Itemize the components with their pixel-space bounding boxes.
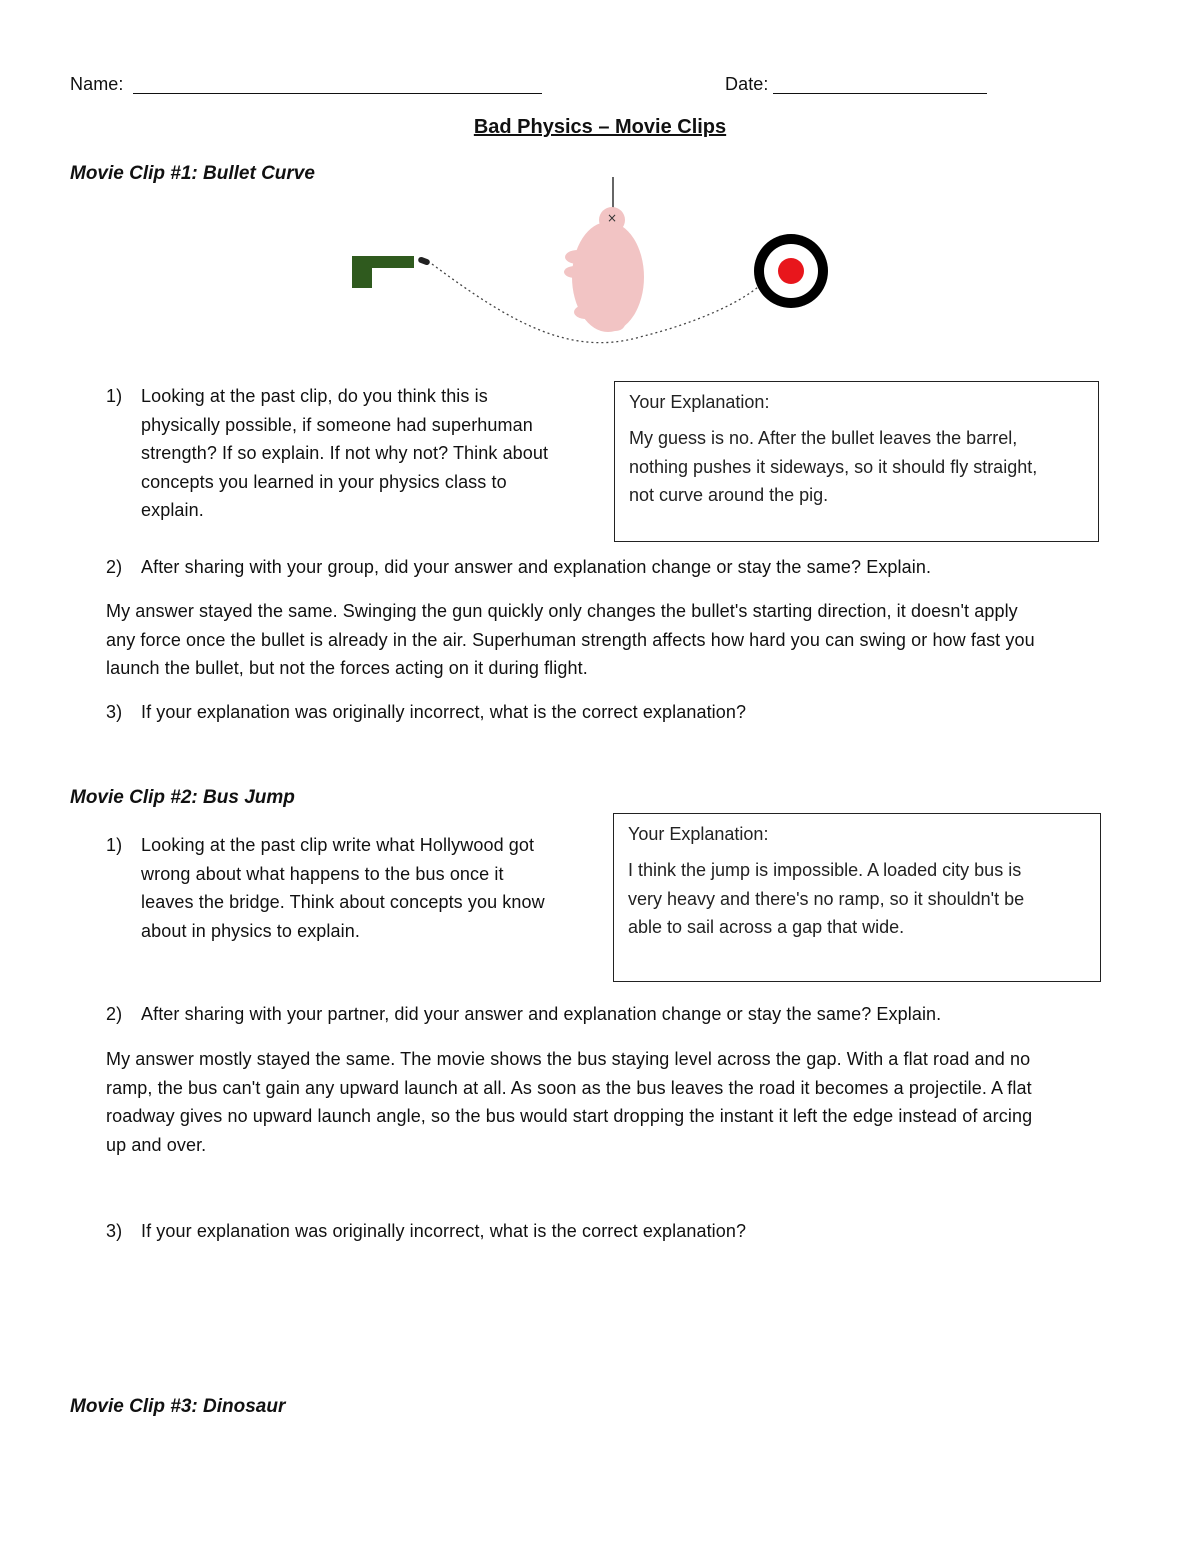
clip2-explanation-box[interactable] [613, 813, 1101, 982]
explanation-label: Your Explanation: [629, 392, 770, 412]
answer-line: My answer mostly stayed the same. The movie shows the bus staying level across the gap. With a flat road and no [106, 1049, 1031, 1069]
answer-line: roadway gives no upward launch angle, so the bus would start dropping the instant it left the edge instead of arcing [106, 1106, 1033, 1126]
explanation-line: My guess is no. After the bullet leaves the barrel, [629, 428, 1018, 448]
clip1-heading: Movie Clip #1: Bullet Curve [70, 163, 315, 184]
clip2-answer [106, 1045, 1032, 1159]
date-field[interactable] [773, 93, 987, 94]
svg-text:×: × [606, 211, 618, 225]
explanation-line: very heavy and there's no ramp, so it shouldn't be [628, 888, 1025, 909]
clip2-q1-number: 1) [106, 835, 123, 855]
clip1-q1-line: strength? If so explain. If not why not? Think about [141, 443, 549, 463]
clip1-q1-line: explain. [141, 500, 204, 520]
clip2-q3-number: 3) [106, 1221, 123, 1241]
clip1-q1-line: Looking at the past clip, do you think this is [141, 386, 488, 406]
name-label: Name: [70, 74, 124, 94]
bullet-curve-illustration [340, 172, 860, 352]
clip2-q1-line: leaves the bridge. Think about concepts you know [141, 892, 545, 912]
answer-line: My answer stayed the same. Swinging the gun quickly only changes the bullet's starting direction, it doesn't apply [106, 601, 1018, 621]
explanation-line: I think the jump is impossible. A loaded city bus is [628, 860, 1022, 880]
clip3-heading: Movie Clip #3: Dinosaur [70, 1396, 286, 1417]
gun-icon [352, 256, 414, 288]
answer-line: up and over. [106, 1134, 207, 1155]
clip2-q1-line: Looking at the past clip write what Hollywood got [141, 835, 535, 855]
clip1-q1-line: physically possible, if someone had superhuman [141, 414, 533, 435]
clip1-q1-line: concepts you learned in your physics class to [141, 471, 507, 492]
target-icon [754, 234, 828, 308]
page-title: Bad Physics – Movie Clips [473, 116, 727, 138]
clip1-q2-number: 2) [106, 557, 123, 577]
date-label: Date: [725, 74, 769, 94]
clip1-q1-number: 1) [106, 386, 123, 406]
clip1-answer [106, 597, 1035, 683]
explanation-line: nothing pushes it sideways, so it should fly straight, [629, 456, 1038, 477]
clip2-q2-number: 2) [106, 1004, 123, 1024]
clip2-q1-line: about in physics to explain. [141, 920, 360, 941]
clip1-q2-text: After sharing with your group, did your answer and explanation change or stay the same? Explain. [141, 557, 932, 577]
clip2-q1-line: wrong about what happens to the bus once it [141, 863, 504, 884]
clip2-heading: Movie Clip #2: Bus Jump [70, 787, 295, 808]
clip2-q2-text: After sharing with your partner, did your answer and explanation change or stay the same? Explain. [141, 1004, 942, 1024]
answer-line: launch the bullet, but not the forces acting on it during flight. [106, 658, 588, 678]
explanation-label: Your Explanation: [628, 824, 769, 844]
explanation-line: not curve around the pig. [629, 485, 829, 505]
explanation-text [629, 424, 1084, 510]
explanation-line: able to sail across a gap that wide. [628, 917, 905, 937]
explanation-text [628, 856, 1086, 942]
clip1-explanation-box[interactable] [614, 381, 1099, 542]
pig-icon [564, 207, 644, 332]
clip1-q1-text [141, 382, 548, 525]
clip2-q3-text: If your explanation was originally incorrect, what is the correct explanation? [141, 1221, 747, 1241]
bullet-icon [417, 256, 430, 266]
answer-line: any force once the bullet is already in the air. Superhuman strength affects how hard you can swing or how fast you [106, 629, 1035, 650]
clip2-q1-text [141, 831, 545, 945]
clip1-q3-text: If your explanation was originally incorrect, what is the correct explanation? [141, 702, 747, 722]
answer-line: ramp, the bus can't gain any upward launch at all. As soon as the bus leaves the road it becomes a projectile. A flat [106, 1077, 1032, 1098]
name-field[interactable] [133, 93, 542, 94]
clip1-q3-number: 3) [106, 702, 123, 722]
